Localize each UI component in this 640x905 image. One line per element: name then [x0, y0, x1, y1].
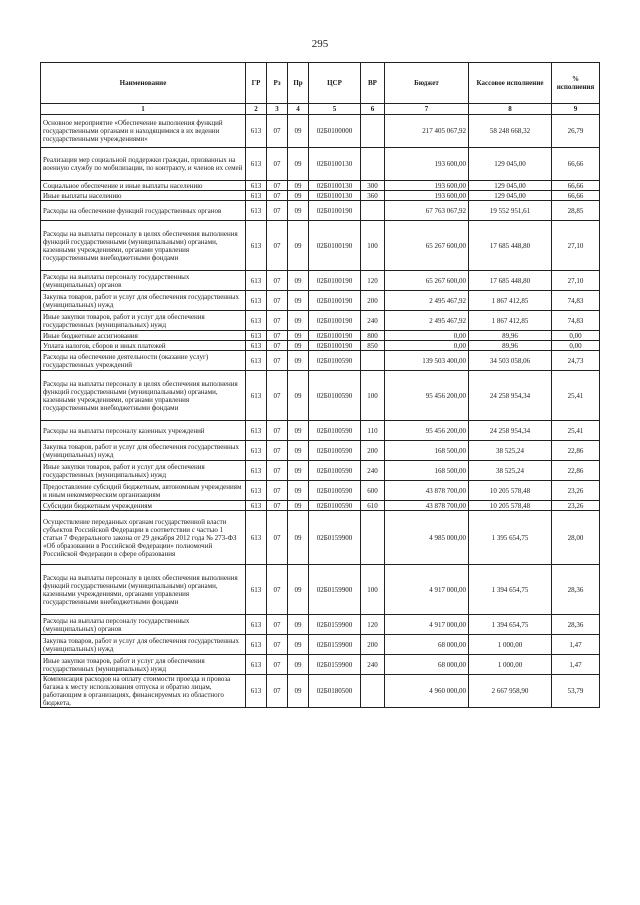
row-name: Расходы на выплаты персоналу государственных (муниципальных) органов	[41, 271, 246, 291]
row-budget: 2 495 467,92	[385, 291, 469, 311]
row-percent: 27,10	[552, 221, 600, 271]
row-name: Расходы на обеспечение функций государственных органов	[41, 201, 246, 221]
row-csr: 02Б0100190	[309, 201, 361, 221]
header-gr: ГР	[246, 63, 267, 104]
row-budget: 193 600,00	[385, 191, 469, 201]
row-name: Социальное обеспечение и иные выплаты населению	[41, 181, 246, 191]
row-name: Основное мероприятие «Обеспечение выполнения функций государственными органами и находящимися в их ведении государственными учреждениями»	[41, 115, 246, 148]
row-gr: 613	[246, 148, 267, 181]
row-vr	[361, 675, 385, 708]
row-vr: 120	[361, 271, 385, 291]
row-csr: 02Б0100190	[309, 331, 361, 341]
table-row	[41, 371, 600, 421]
table-row	[41, 441, 600, 461]
row-name: Расходы на выплаты персоналу в целях обеспечения выполнения функций государственными (муниципальными) органами, казенными учреждениями, органами управления государственными внебюджетными фондами	[41, 565, 246, 615]
table-row	[41, 341, 600, 351]
row-pr: 09	[288, 441, 309, 461]
row-gr: 613	[246, 291, 267, 311]
row-budget: 4 917 000,00	[385, 615, 469, 635]
row-pr: 09	[288, 181, 309, 191]
budget-table	[40, 62, 600, 708]
row-gr: 613	[246, 481, 267, 501]
row-budget: 95 456 200,00	[385, 421, 469, 441]
row-cash: 1 394 654,75	[469, 565, 552, 615]
row-rz: 07	[267, 341, 288, 351]
row-vr: 240	[361, 655, 385, 675]
row-budget: 217 405 067,92	[385, 115, 469, 148]
row-percent: 28,00	[552, 511, 600, 565]
row-csr: 02Б0159900	[309, 615, 361, 635]
column-number: 7	[385, 104, 469, 115]
row-vr	[361, 201, 385, 221]
row-budget: 68 000,00	[385, 635, 469, 655]
row-percent: 0,00	[552, 331, 600, 341]
row-csr: 02Б0100590	[309, 421, 361, 441]
row-pr: 09	[288, 271, 309, 291]
row-gr: 613	[246, 441, 267, 461]
row-percent: 25,41	[552, 421, 600, 441]
row-cash: 10 205 578,48	[469, 481, 552, 501]
row-percent: 1,47	[552, 655, 600, 675]
row-percent: 28,36	[552, 615, 600, 635]
row-percent: 28,85	[552, 201, 600, 221]
row-cash: 129 045,00	[469, 148, 552, 181]
page-number: 295	[311, 38, 329, 50]
column-number: 5	[309, 104, 361, 115]
column-number: 2	[246, 104, 267, 115]
row-csr: 02Б0100130	[309, 191, 361, 201]
row-cash: 2 667 958,90	[469, 675, 552, 708]
row-gr: 613	[246, 191, 267, 201]
row-percent: 53,79	[552, 675, 600, 708]
header-name: Наименование	[41, 63, 246, 104]
row-gr: 613	[246, 511, 267, 565]
row-name: Расходы на выплаты персоналу государственных (муниципальных) органов	[41, 615, 246, 635]
row-pr: 09	[288, 565, 309, 615]
row-gr: 613	[246, 311, 267, 331]
row-pr: 09	[288, 481, 309, 501]
row-percent: 25,41	[552, 371, 600, 421]
table-row	[41, 615, 600, 635]
row-budget: 65 267 600,00	[385, 271, 469, 291]
row-percent: 22,86	[552, 461, 600, 481]
row-rz: 07	[267, 565, 288, 615]
row-pr: 09	[288, 201, 309, 221]
row-cash: 58 248 668,32	[469, 115, 552, 148]
row-rz: 07	[267, 291, 288, 311]
row-cash: 10 205 578,48	[469, 501, 552, 511]
header-budget: Бюджет	[385, 63, 469, 104]
row-gr: 613	[246, 351, 267, 371]
row-pr: 09	[288, 501, 309, 511]
row-csr: 02Б0100190	[309, 271, 361, 291]
row-gr: 613	[246, 181, 267, 191]
row-budget: 193 600,00	[385, 181, 469, 191]
row-name: Компенсация расходов на оплату стоимости проезда и провоза багажа к месту использования отпуска и обратно лицам, работающим в организациях, финансируемых из областного бюджета,	[41, 675, 246, 708]
row-percent: 23,26	[552, 481, 600, 501]
row-cash: 1 867 412,85	[469, 311, 552, 331]
row-csr: 02Б0180500	[309, 675, 361, 708]
row-csr: 02Б0100190	[309, 311, 361, 331]
row-percent: 74,83	[552, 311, 600, 331]
row-rz: 07	[267, 115, 288, 148]
row-budget: 0,00	[385, 341, 469, 351]
row-cash: 1 867 412,85	[469, 291, 552, 311]
table-row	[41, 565, 600, 615]
row-budget: 168 500,00	[385, 441, 469, 461]
row-percent: 23,26	[552, 501, 600, 511]
row-rz: 07	[267, 201, 288, 221]
row-rz: 07	[267, 331, 288, 341]
row-cash: 89,96	[469, 341, 552, 351]
row-gr: 613	[246, 635, 267, 655]
row-percent: 66,66	[552, 191, 600, 201]
row-cash: 89,96	[469, 331, 552, 341]
row-pr: 09	[288, 311, 309, 331]
row-cash: 1 394 654,75	[469, 615, 552, 635]
row-budget: 67 763 067,92	[385, 201, 469, 221]
row-csr: 02Б0100590	[309, 371, 361, 421]
row-pr: 09	[288, 675, 309, 708]
row-rz: 07	[267, 421, 288, 441]
row-cash: 19 552 951,61	[469, 201, 552, 221]
row-cash: 1 395 654,75	[469, 511, 552, 565]
table-row	[41, 501, 600, 511]
column-number: 8	[469, 104, 552, 115]
row-gr: 613	[246, 271, 267, 291]
row-csr: 02Б0159900	[309, 655, 361, 675]
row-vr: 100	[361, 565, 385, 615]
row-budget: 168 500,00	[385, 461, 469, 481]
row-rz: 07	[267, 371, 288, 421]
row-vr: 100	[361, 371, 385, 421]
row-rz: 07	[267, 181, 288, 191]
table-header-row	[41, 63, 600, 104]
row-cash: 17 685 448,80	[469, 221, 552, 271]
row-pr: 09	[288, 148, 309, 181]
row-percent: 66,66	[552, 181, 600, 191]
column-number: 1	[41, 104, 246, 115]
row-vr: 360	[361, 191, 385, 201]
row-cash: 34 503 058,06	[469, 351, 552, 371]
row-rz: 07	[267, 481, 288, 501]
row-cash: 1 000,00	[469, 635, 552, 655]
column-number: 6	[361, 104, 385, 115]
row-vr	[361, 148, 385, 181]
row-rz: 07	[267, 221, 288, 271]
row-pr: 09	[288, 331, 309, 341]
row-csr: 02Б0100590	[309, 351, 361, 371]
table-row	[41, 461, 600, 481]
table-row	[41, 271, 600, 291]
row-csr: 02Б0100190	[309, 221, 361, 271]
row-vr: 800	[361, 331, 385, 341]
header-pr: Пр	[288, 63, 309, 104]
row-pr: 09	[288, 615, 309, 635]
row-pr: 09	[288, 635, 309, 655]
row-rz: 07	[267, 675, 288, 708]
row-name: Расходы на обеспечение деятельности (оказание услуг) государственных учреждений	[41, 351, 246, 371]
row-csr: 02Б0100190	[309, 341, 361, 351]
header-cash: Кассовое исполнение	[469, 63, 552, 104]
row-vr: 200	[361, 291, 385, 311]
row-name: Осуществление переданных органам государственной власти субъектов Российской Федерации в соответствии с частью 1 статьи 7 Федерального закона от 29 декабря 2012 года № 273-ФЗ «Об образовании в Российской Федерации» полномочий Российской Федерации в сфере образования	[41, 511, 246, 565]
row-pr: 09	[288, 291, 309, 311]
row-gr: 613	[246, 341, 267, 351]
table-row	[41, 148, 600, 181]
row-gr: 613	[246, 461, 267, 481]
column-number-row	[41, 104, 600, 115]
row-gr: 613	[246, 331, 267, 341]
row-vr	[361, 351, 385, 371]
row-budget: 68 000,00	[385, 655, 469, 675]
row-pr: 09	[288, 511, 309, 565]
header-rz: Рз	[267, 63, 288, 104]
row-gr: 613	[246, 655, 267, 675]
row-rz: 07	[267, 148, 288, 181]
table-row	[41, 201, 600, 221]
row-cash: 38 525,24	[469, 441, 552, 461]
row-percent: 26,79	[552, 115, 600, 148]
row-percent: 1,47	[552, 635, 600, 655]
row-name: Закупка товаров, работ и услуг для обеспечения государственных (муниципальных) нужд	[41, 441, 246, 461]
row-budget: 95 456 200,00	[385, 371, 469, 421]
row-rz: 07	[267, 501, 288, 511]
row-gr: 613	[246, 201, 267, 221]
row-vr: 120	[361, 615, 385, 635]
row-csr: 02Б0100590	[309, 461, 361, 481]
row-rz: 07	[267, 311, 288, 331]
row-vr: 200	[361, 441, 385, 461]
row-gr: 613	[246, 371, 267, 421]
row-cash: 24 258 954,34	[469, 371, 552, 421]
row-vr: 850	[361, 341, 385, 351]
row-vr: 110	[361, 421, 385, 441]
row-cash: 24 258 954,34	[469, 421, 552, 441]
row-csr: 02Б0159900	[309, 565, 361, 615]
row-name: Расходы на выплаты персоналу в целях обеспечения выполнения функций государственными (муниципальными) органами, казенными учреждениями, органами управления государственными внебюджетными фондами	[41, 371, 246, 421]
row-csr: 02Б0159900	[309, 635, 361, 655]
row-rz: 07	[267, 441, 288, 461]
row-budget: 193 600,00	[385, 148, 469, 181]
row-pr: 09	[288, 341, 309, 351]
row-budget: 43 878 700,00	[385, 481, 469, 501]
row-gr: 613	[246, 421, 267, 441]
row-name: Закупка товаров, работ и услуг для обеспечения государственных (муниципальных) нужд	[41, 635, 246, 655]
row-gr: 613	[246, 221, 267, 271]
row-gr: 613	[246, 501, 267, 511]
row-name: Расходы на выплаты персоналу в целях обеспечения выполнения функций государственными (муниципальными) органами, казенными учреждениями, органами управления государственными внебюджетными фондами	[41, 221, 246, 271]
row-name: Иные закупки товаров, работ и услуг для обеспечения государственных (муниципальных) нужд	[41, 655, 246, 675]
row-csr: 02Б0100130	[309, 181, 361, 191]
row-budget: 4 985 000,00	[385, 511, 469, 565]
row-budget: 2 495 467,92	[385, 311, 469, 331]
row-percent: 0,00	[552, 341, 600, 351]
row-name: Иные бюджетные ассигнования	[41, 331, 246, 341]
row-csr: 02Б0100590	[309, 501, 361, 511]
table-row	[41, 655, 600, 675]
row-name: Иные закупки товаров, работ и услуг для обеспечения государственных (муниципальных) нужд	[41, 311, 246, 331]
row-name: Реализация мер социальной поддержки граждан, призванных на военную службу по мобилизации, по контракту, и членов их семей	[41, 148, 246, 181]
row-percent: 66,66	[552, 148, 600, 181]
row-budget: 43 878 700,00	[385, 501, 469, 511]
table-row	[41, 331, 600, 341]
row-percent: 24,73	[552, 351, 600, 371]
row-budget: 4 917 000,00	[385, 565, 469, 615]
row-budget: 65 267 600,00	[385, 221, 469, 271]
row-rz: 07	[267, 655, 288, 675]
table-row	[41, 221, 600, 271]
row-name: Закупка товаров, работ и услуг для обеспечения государственных (муниципальных) нужд	[41, 291, 246, 311]
row-cash: 129 045,00	[469, 191, 552, 201]
row-name: Иные закупки товаров, работ и услуг для обеспечения государственных (муниципальных) нужд	[41, 461, 246, 481]
row-pr: 09	[288, 351, 309, 371]
row-csr: 02Б0100000	[309, 115, 361, 148]
row-name: Иные выплаты населению	[41, 191, 246, 201]
row-name: Расходы на выплаты персоналу казенных учреждений	[41, 421, 246, 441]
row-cash: 129 045,00	[469, 181, 552, 191]
row-cash: 17 685 448,80	[469, 271, 552, 291]
row-cash: 38 525,24	[469, 461, 552, 481]
row-budget: 4 960 000,00	[385, 675, 469, 708]
row-percent: 28,36	[552, 565, 600, 615]
row-vr: 600	[361, 481, 385, 501]
row-budget: 139 503 400,00	[385, 351, 469, 371]
row-name: Субсидии бюджетным учреждениям	[41, 501, 246, 511]
row-rz: 07	[267, 615, 288, 635]
table-row	[41, 191, 600, 201]
column-number: 9	[552, 104, 600, 115]
row-csr: 02Б0159900	[309, 511, 361, 565]
row-csr: 02Б0100130	[309, 148, 361, 181]
row-rz: 07	[267, 271, 288, 291]
row-pr: 09	[288, 221, 309, 271]
row-gr: 613	[246, 615, 267, 635]
table-row	[41, 481, 600, 501]
row-gr: 613	[246, 565, 267, 615]
row-vr: 610	[361, 501, 385, 511]
row-vr: 200	[361, 635, 385, 655]
row-vr	[361, 115, 385, 148]
row-pr: 09	[288, 115, 309, 148]
row-cash: 1 000,00	[469, 655, 552, 675]
row-pr: 09	[288, 655, 309, 675]
row-vr: 300	[361, 181, 385, 191]
header-csr: ЦСР	[309, 63, 361, 104]
row-vr: 100	[361, 221, 385, 271]
header-vr: ВР	[361, 63, 385, 104]
table-row	[41, 635, 600, 655]
table-row	[41, 351, 600, 371]
table-body	[41, 115, 600, 708]
table-row	[41, 311, 600, 331]
row-csr: 02Б0100590	[309, 441, 361, 461]
row-csr: 02Б0100190	[309, 291, 361, 311]
table-row	[41, 291, 600, 311]
row-csr: 02Б0100590	[309, 481, 361, 501]
row-rz: 07	[267, 351, 288, 371]
header-percent: % исполнения	[552, 63, 600, 104]
row-gr: 613	[246, 675, 267, 708]
row-name: Уплата налогов, сборов и иных платежей	[41, 341, 246, 351]
table-row	[41, 181, 600, 191]
row-rz: 07	[267, 461, 288, 481]
table-row	[41, 115, 600, 148]
row-vr: 240	[361, 461, 385, 481]
row-rz: 07	[267, 191, 288, 201]
row-percent: 27,10	[552, 271, 600, 291]
row-rz: 07	[267, 511, 288, 565]
row-rz: 07	[267, 635, 288, 655]
row-percent: 22,86	[552, 441, 600, 461]
row-vr	[361, 511, 385, 565]
row-vr: 240	[361, 311, 385, 331]
column-number: 3	[267, 104, 288, 115]
row-gr: 613	[246, 115, 267, 148]
row-percent: 74,83	[552, 291, 600, 311]
table-row	[41, 421, 600, 441]
row-pr: 09	[288, 191, 309, 201]
table-row	[41, 511, 600, 565]
table-row	[41, 675, 600, 708]
column-number: 4	[288, 104, 309, 115]
row-pr: 09	[288, 421, 309, 441]
row-budget: 0,00	[385, 331, 469, 341]
row-pr: 09	[288, 461, 309, 481]
row-name: Предоставление субсидий бюджетным, автономным учреждениям и иным некоммерческим организациям	[41, 481, 246, 501]
row-pr: 09	[288, 371, 309, 421]
